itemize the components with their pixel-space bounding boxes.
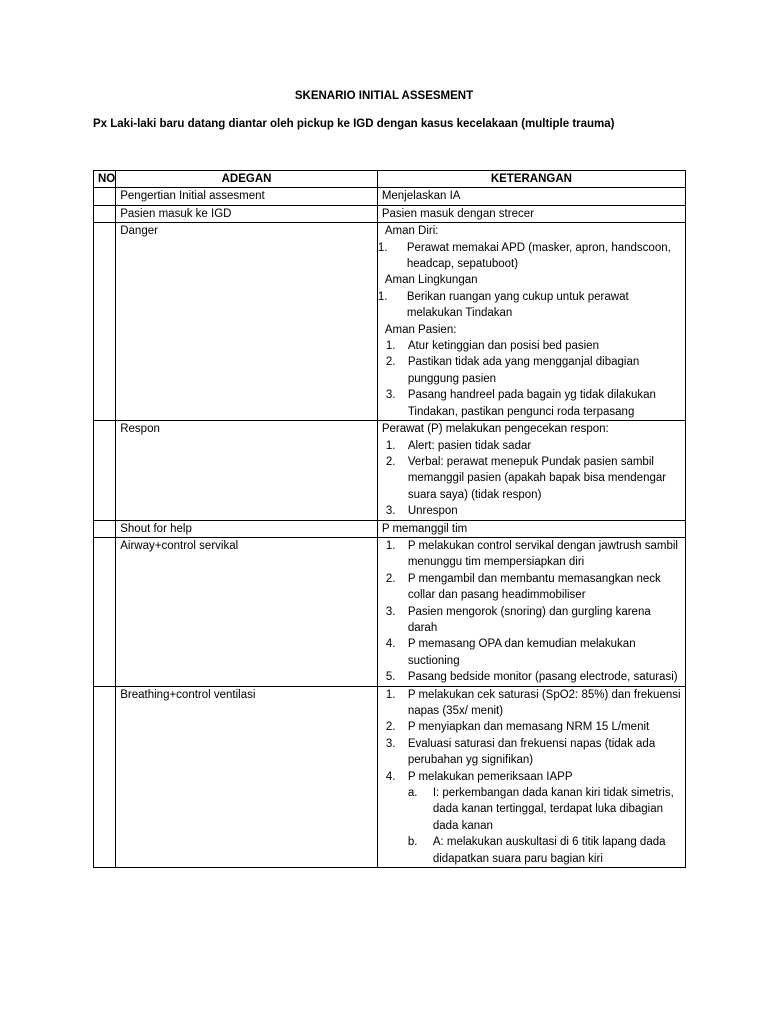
numbered-list [382,438,681,520]
table-header-row [94,171,686,188]
list-item: 1. Berikan ruangan yang cukup untuk perawat melakukan Tindakan [377,290,629,320]
table-row [94,686,686,867]
sublist-item: a. I: perkembangan dada kanan kiri tidak simetris, dada kanan tertinggal, terdapat luka dibagian dada kanan [407,787,674,832]
list-item: 3. Pasien mengorok (snoring) dan gurgling karena darah [385,605,651,634]
list-item: 2. Verbal: perawat menepuk Pundak pasien sambil memanggil pasien (apakah bapak bisa mendengar suara saya) (tidak respon) [385,455,667,501]
table-row [94,520,686,537]
numbered-list [377,240,681,273]
list-item: 1. Alert: pasien tidak sadar [385,439,532,452]
numbered-list [382,338,681,420]
group-label: Aman Pasien: [384,323,457,336]
row-adegan: Airway+control servikal [116,537,378,686]
list-item: 3. Pasang handreel pada bagain yg tidak dilakukan Tindakan, pastikan pengunci roda terpasang [385,389,656,418]
table-row [94,421,686,520]
row-no [94,421,116,520]
list-item: 4. P melakukan pemeriksaan IAPP a. I: perkembangan dada kanan kiri tidak simetris, dada kanan tertinggal, terdapat luka dibagian dada kanan b. A: melakukan auskultasi di 6 titik lapang dada didapatkan suara paru bagian kiri [382,769,681,867]
table-row [94,205,686,222]
row-no [94,520,116,537]
list-item: 2. P menyiapkan dan memasang NRM 15 L/menit [385,721,650,734]
list-item: 1. Perawat memakai APD (masker, apron, handscoon, headcap, sepatuboot) [377,241,671,271]
sublist-item: b. A: melakukan auskultasi di 6 titik lapang dada didapatkan suara paru bagian kiri [407,836,666,865]
list-item: 1. Atur ketinggian dan posisi bed pasien [385,340,599,353]
row-keterangan [377,686,685,867]
row-no [94,537,116,686]
header-no: NO [94,171,116,188]
row-keterangan: Menjelaskan IA [377,188,685,205]
document-title: SKENARIO INITIAL ASSESMENT [294,90,474,102]
scenario-table [93,170,686,868]
row-adegan: Danger [116,223,378,421]
list-item: 1. P melakukan cek saturasi (SpO2: 85%) dan frekuensi napas (35x/ menit) [385,688,681,717]
row-keterangan: Pasien masuk dengan strecer [377,205,685,222]
row-no [94,205,116,222]
header-adegan: ADEGAN [116,171,378,188]
lettered-sublist [408,785,681,867]
group-label: Aman Diri: [384,225,439,238]
numbered-list [382,687,681,867]
table-row [94,188,686,205]
row-adegan: Respon [116,421,378,520]
row-keterangan [377,537,685,686]
list-item: 3. Evaluasi saturasi dan frekuensi napas (tidak ada perubahan yg signifikan) [385,737,656,767]
numbered-list [377,289,681,322]
list-intro: Perawat (P) melakukan pengecekan respon: [381,423,609,436]
list-item: 4. P memasang OPA dan kemudian melakukan suctioning [385,638,636,667]
list-item: 2. Pastikan tidak ada yang mengganjal dibagian punggung pasien [385,356,640,385]
row-no [94,223,116,421]
row-keterangan: P memanggil tim [377,520,685,537]
row-adegan: Pengertian Initial assesment [116,188,378,205]
list-item: 1. P melakukan control servikal dengan jawtrush sambil menunggu tim mempersiapkan diri [385,539,678,569]
row-no [94,686,116,867]
row-keterangan [377,421,685,520]
row-no [94,188,116,205]
row-adegan: Shout for help [116,520,378,537]
numbered-list [382,538,681,686]
row-keterangan [377,223,685,421]
list-item: 5. Pasang bedside monitor (pasang electrode, saturasi) [385,671,678,684]
list-item: 3. Unrespon [385,505,458,518]
header-keterangan: KETERANGAN [377,171,685,188]
row-adegan: Pasien masuk ke IGD [116,205,378,222]
scenario-description: Px Laki-laki baru datang diantar oleh pickup ke IGD dengan kasus kecelakaan (multiple trauma) [93,118,615,130]
group-label: Aman Lingkungan [384,274,478,287]
table-row [94,537,686,686]
table-row [94,223,686,421]
row-adegan: Breathing+control ventilasi [116,686,378,867]
list-item: 2. P mengambil dan membantu memasangkan neck collar dan pasang headimmobiliser [385,572,661,602]
